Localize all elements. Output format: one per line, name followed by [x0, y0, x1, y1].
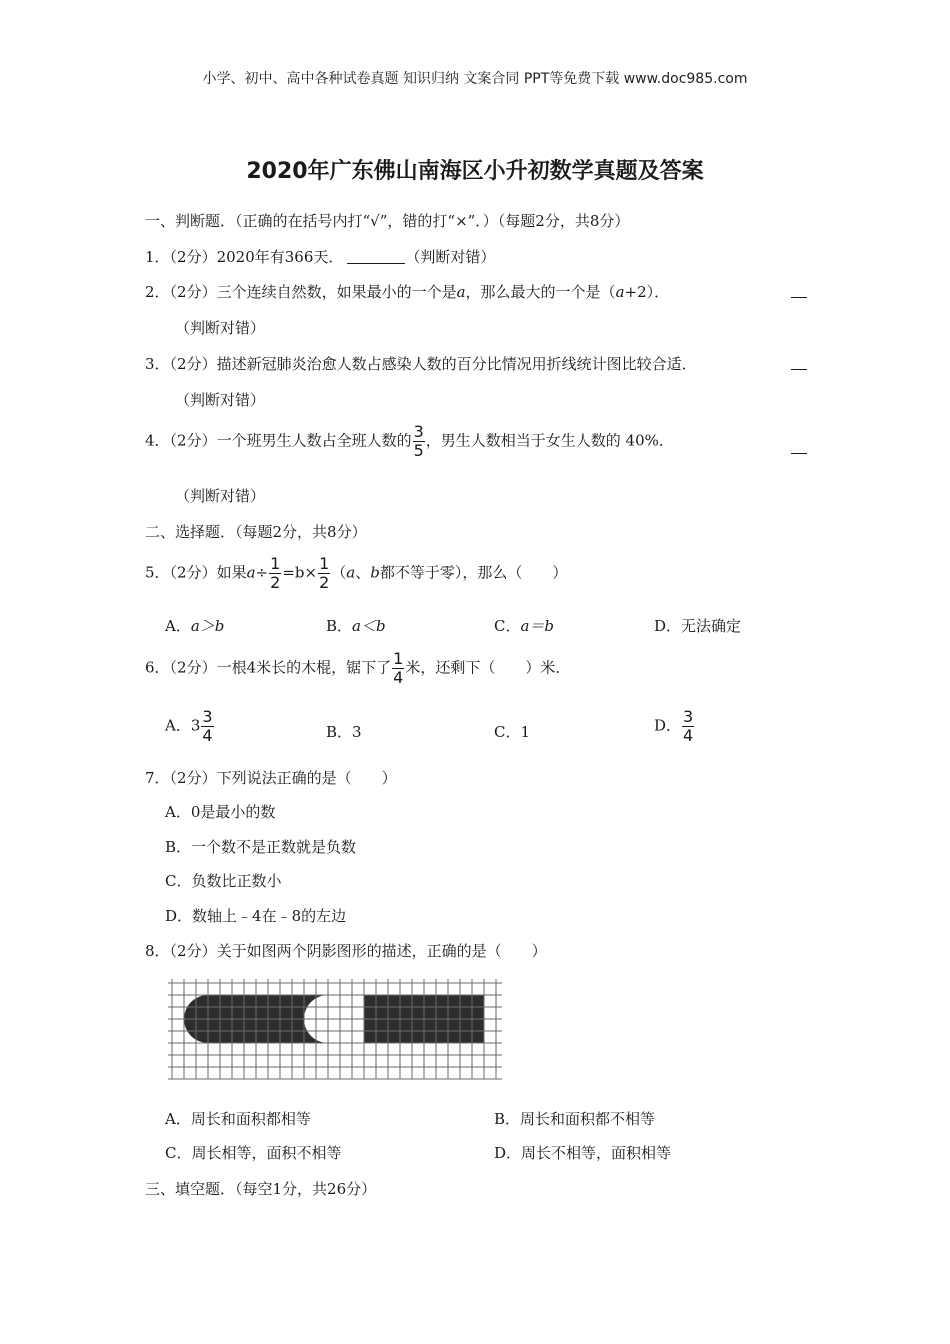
mixed-whole: 3	[190, 716, 201, 735]
page-title: 2020年广东佛山南海区小升初数学真题及答案	[246, 159, 704, 184]
question-2-tail: （判断对错）	[175, 319, 266, 337]
option-6d[interactable]	[654, 709, 695, 744]
variable-a: a	[615, 283, 625, 301]
variable-a: a	[346, 563, 356, 582]
option-5a[interactable]	[165, 615, 224, 636]
option-text: 3	[352, 723, 362, 741]
option-label: B．	[326, 617, 353, 635]
numerator: 1	[319, 554, 330, 573]
question-2-text-a: 2．（2分）三个连续自然数，如果最小的一个是	[145, 283, 457, 301]
question-1	[145, 246, 495, 267]
section1-heading: 一、判断题．（正确的在括号内打“√”，错的打“×”．）（每题2分，共8分）	[145, 212, 630, 230]
option-6b[interactable]	[326, 721, 362, 742]
numerator: 1	[393, 649, 404, 668]
option-8b[interactable]: B．周长和面积都不相等	[494, 1110, 656, 1128]
option-label: D．	[654, 617, 682, 635]
grid-figure	[166, 977, 504, 1081]
question-5	[145, 556, 567, 591]
equals-b-times: =b×	[282, 563, 318, 582]
question-4	[145, 424, 674, 459]
option-8d[interactable]: D．周长不相等，面积相等	[494, 1144, 672, 1162]
site-header: 小学、初中、高中各种试卷真题 知识归纳 文案合同 PPT等免费下载 www.doc985.com	[202, 71, 748, 87]
option-label: C．	[494, 617, 521, 635]
option-8c[interactable]: C．周长相等，面积不相等	[165, 1144, 342, 1162]
numerator: 3	[202, 707, 213, 726]
denominator: 4	[393, 668, 404, 687]
question-2-text-b: ，那么最大的一个是（	[465, 283, 616, 301]
denominator: 5	[413, 441, 424, 460]
option-label: A．	[165, 617, 191, 635]
section3-heading: 三、填空题．（每空1分，共26分）	[145, 1180, 377, 1198]
answer-blank-1[interactable]	[347, 262, 405, 264]
fraction	[269, 556, 281, 591]
option-6c[interactable]	[494, 721, 530, 742]
question-4-text-a: 4．（2分）一个班男生人数占全班人数的	[145, 431, 412, 450]
option-label: D．	[654, 716, 682, 735]
question-2	[145, 281, 669, 302]
variable-b: b	[370, 563, 380, 582]
option-5b[interactable]	[326, 615, 386, 636]
fraction	[318, 556, 330, 591]
answer-blank-4[interactable]	[791, 453, 807, 454]
numerator: 3	[683, 707, 694, 726]
fraction	[413, 424, 425, 459]
question-5-text-a: 5．（2分）如果	[145, 563, 247, 582]
section2-heading: 二、选择题．（每题2分，共8分）	[145, 523, 367, 541]
denominator: 4	[683, 726, 694, 745]
question-2-text-c: +2）．	[624, 283, 670, 301]
option-text: 1	[520, 723, 531, 741]
answer-blank-3[interactable]	[791, 369, 807, 370]
option-label: A．	[165, 716, 191, 735]
option-text: a＞b	[190, 617, 225, 635]
question-3-tail: （判断对错）	[175, 391, 266, 409]
question-3: 3．（2分）描述新冠肺炎治愈人数占感染人数的百分比情况用折线统计图比较合适．	[145, 355, 697, 373]
question-1-tail: （判断对错）	[405, 248, 496, 266]
separator: 、	[355, 563, 371, 582]
question-1-text: 1．（2分）2020年有366天．	[145, 248, 344, 266]
option-6a[interactable]	[165, 709, 215, 744]
option-5d[interactable]	[654, 615, 741, 636]
question-6-text-b: 米，还剩下（ ）米．	[405, 658, 571, 677]
answer-blank-2[interactable]	[791, 297, 807, 298]
option-text: a＝b	[520, 617, 555, 635]
option-8a[interactable]: A．周长和面积都相等	[165, 1110, 311, 1128]
option-7c[interactable]: C．负数比正数小	[165, 872, 282, 890]
option-label: C．	[494, 723, 521, 741]
variable-a: a	[246, 563, 256, 582]
division-sign: ÷	[255, 563, 269, 582]
numerator: 1	[270, 554, 281, 573]
fraction	[682, 709, 694, 744]
question-8: 8．（2分）关于如图两个阴影图形的描述，正确的是（ ）	[145, 942, 547, 960]
question-5-text-b: （	[331, 563, 347, 582]
denominator: 2	[319, 573, 330, 592]
question-6-text-a: 6．（2分）一根4米长的木棍，锯下了	[145, 658, 392, 677]
question-7: 7．（2分）下列说法正确的是（ ）	[145, 769, 397, 787]
question-4-tail: （判断对错）	[175, 487, 266, 505]
numerator: 3	[413, 422, 424, 441]
question-5-text-c: 都不等于零），那么（ ）	[379, 563, 568, 582]
variable-a: a	[456, 283, 466, 301]
fraction	[392, 651, 404, 686]
option-7a[interactable]: A．0是最小的数	[165, 803, 276, 821]
option-text: 无法确定	[681, 617, 742, 635]
option-text: a＜b	[352, 617, 386, 635]
option-5c[interactable]	[494, 615, 554, 636]
fraction	[201, 709, 213, 744]
denominator: 2	[270, 573, 281, 592]
question-4-text-b: ，男生人数相当于女生人数的 40%．	[425, 431, 674, 450]
option-7d[interactable]: D．数轴上﹣4在﹣8的左边	[165, 907, 347, 925]
question-6	[145, 651, 570, 686]
option-label: B．	[326, 723, 353, 741]
option-7b[interactable]: B．一个数不是正数就是负数	[165, 838, 357, 856]
denominator: 4	[202, 726, 213, 745]
